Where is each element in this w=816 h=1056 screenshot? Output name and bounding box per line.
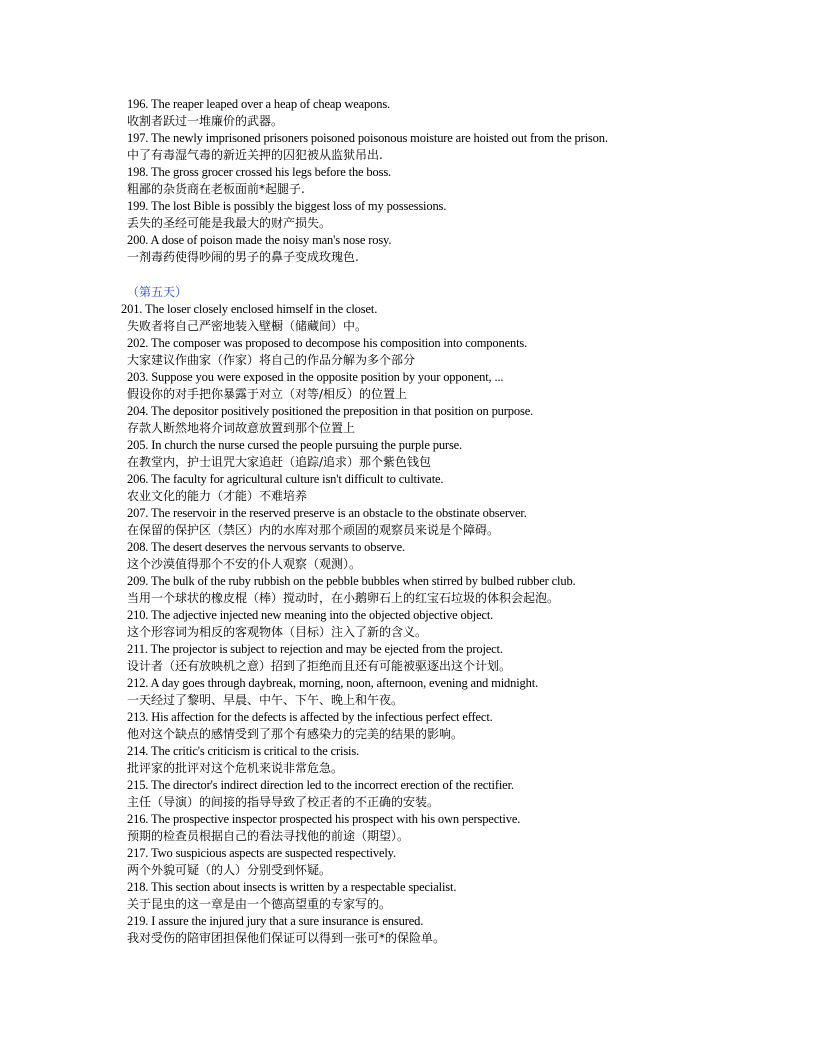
sentence-216-english: 216. The prospective inspector prospected his prospect with his own perspective. bbox=[127, 812, 521, 826]
sentence-213-english: 213. His affection for the defects is affected by the infectious perfect effect. bbox=[127, 710, 493, 724]
sentence-214-chinese: 批评家的批评对这个危机来说非常危急。 bbox=[127, 761, 344, 775]
sentence-197-english: 197. The newly imprisoned prisoners poisoned poisonous moisture are hoisted out from the prison. bbox=[127, 131, 608, 145]
sentence-205-english: 205. In church the nurse cursed the people pursuing the purple purse. bbox=[127, 438, 463, 452]
sentence-217-english: 217. Two suspicious aspects are suspected respectively. bbox=[127, 846, 396, 860]
sentence-200-english: 200. A dose of poison made the noisy man's nose rosy. bbox=[127, 233, 392, 247]
sentence-200-chinese: 一剂毒药使得吵闹的男子的鼻子变成玫瑰色. bbox=[127, 250, 359, 264]
sentence-201-english: 201. The loser closely enclosed himself in the closet. bbox=[121, 302, 378, 316]
sentence-204-chinese: 存款人断然地将介词故意放置到那个位置上 bbox=[127, 421, 356, 435]
sentence-202-english: 202. The composer was proposed to decompose his composition into components. bbox=[127, 336, 528, 350]
sentence-215-english: 215. The director's indirect direction led to the incorrect erection of the rectifier. bbox=[127, 778, 514, 792]
sentence-201-chinese: 失败者将自己严密地装入壁橱（储藏间）中。 bbox=[127, 319, 368, 333]
sentence-210-english: 210. The adjective injected new meaning into the objected objective object. bbox=[127, 608, 494, 622]
sentence-204-english: 204. The depositor positively positioned the preposition in that position on purpose. bbox=[127, 404, 534, 418]
sentence-213-chinese: 他对这个缺点的感情受到了那个有感染力的完美的结果的影响。 bbox=[127, 727, 464, 741]
sentence-207-chinese: 在保留的保护区（禁区）内的水库对那个顽固的观察员来说是个障碍。 bbox=[127, 523, 500, 537]
sentence-210-chinese: 这个形容词为相反的客观物体（目标）注入了新的含义。 bbox=[127, 625, 428, 639]
sentence-list-day-four bbox=[127, 96, 787, 266]
sentence-206-chinese: 农业文化的能力（才能）不难培养 bbox=[127, 489, 308, 503]
sentence-205-chinese: 在教堂内，护士诅咒大家追赶（追踪/追求）那个紫色钱包 bbox=[127, 455, 432, 469]
sentence-211-english: 211. The projector is subject to rejection and may be ejected from the project. bbox=[127, 642, 503, 656]
sentence-208-chinese: 这个沙漠值得那个不安的仆人观察（观测）。 bbox=[127, 557, 362, 571]
sentence-214-english: 214. The critic's criticism is critical to the crisis. bbox=[127, 744, 360, 758]
sentence-219-chinese: 我对受伤的陪审团担保他们保证可以得到一张可*的保险单。 bbox=[127, 931, 446, 945]
sentence-216-chinese: 预期的检查员根据自己的看法寻找他的前途（期望）。 bbox=[127, 829, 410, 843]
sentence-207-english: 207. The reservoir in the reserved preserve is an obstacle to the obstinate observer. bbox=[127, 506, 527, 520]
sentence-202-chinese: 大家建议作曲家（作家）将自己的作品分解为多个部分 bbox=[127, 353, 416, 367]
sentence-218-chinese: 关于昆虫的这一章是由一个德高望重的专家写的。 bbox=[127, 897, 392, 911]
sentence-209-english: 209. The bulk of the ruby rubbish on the pebble bubbles when stirred by bulbed rubber club. bbox=[127, 574, 576, 588]
sentence-196-chinese: 收割者跃过一堆廉价的武器。 bbox=[127, 114, 284, 128]
sentence-list-day-five bbox=[121, 284, 787, 947]
sentence-215-chinese: 主任（导演）的间接的指导导致了校正者的不正确的安装。 bbox=[127, 795, 440, 809]
sentence-196-english: 196. The reaper leaped over a heap of cheap weapons. bbox=[127, 97, 391, 111]
sentence-209-chinese: 当用一个球状的橡皮棍（棒）搅动时，在小鹅卵石上的红宝石垃圾的体积会起泡。 bbox=[127, 591, 560, 605]
sentence-217-chinese: 两个外貌可疑（的人）分别受到怀疑。 bbox=[127, 863, 332, 877]
sentence-197-chinese: 中了有毒湿气毒的新近关押的囚犯被从监狱吊出. bbox=[127, 148, 383, 162]
sentence-206-english: 206. The faculty for agricultural culture isn't difficult to cultivate. bbox=[127, 472, 444, 486]
sentence-212-chinese: 一天经过了黎明、早晨、中午、下午、晚上和午夜。 bbox=[127, 693, 404, 707]
sentence-199-chinese: 丢失的圣经可能是我最大的财产损失。 bbox=[127, 216, 332, 230]
sentence-203-english: 203. Suppose you were exposed in the opposite position by your opponent, ... bbox=[127, 370, 504, 384]
sentence-198-english: 198. The gross grocer crossed his legs before the boss. bbox=[127, 165, 392, 179]
sentence-208-english: 208. The desert deserves the nervous servants to observe. bbox=[127, 540, 405, 554]
day-heading: （第五天） bbox=[127, 285, 188, 299]
sentence-218-english: 218. This section about insects is written by a respectable specialist. bbox=[127, 880, 457, 894]
sentence-212-english: 212. A day goes through daybreak, morning, noon, afternoon, evening and midnight. bbox=[127, 676, 539, 690]
sentence-203-chinese: 假设你的对手把你暴露于对立（对等/相反）的位置上 bbox=[127, 387, 408, 401]
sentence-199-english: 199. The lost Bible is possibly the biggest loss of my possessions. bbox=[127, 199, 447, 213]
sentence-198-chinese: 粗鄙的杂货商在老板面前*起腿子. bbox=[127, 182, 305, 196]
sentence-211-chinese: 设计者（还有放映机之意）招到了拒绝而且还有可能被驱逐出这个计划。 bbox=[127, 659, 512, 673]
sentence-219-english: 219. I assure the injured jury that a sure insurance is ensured. bbox=[127, 914, 424, 928]
